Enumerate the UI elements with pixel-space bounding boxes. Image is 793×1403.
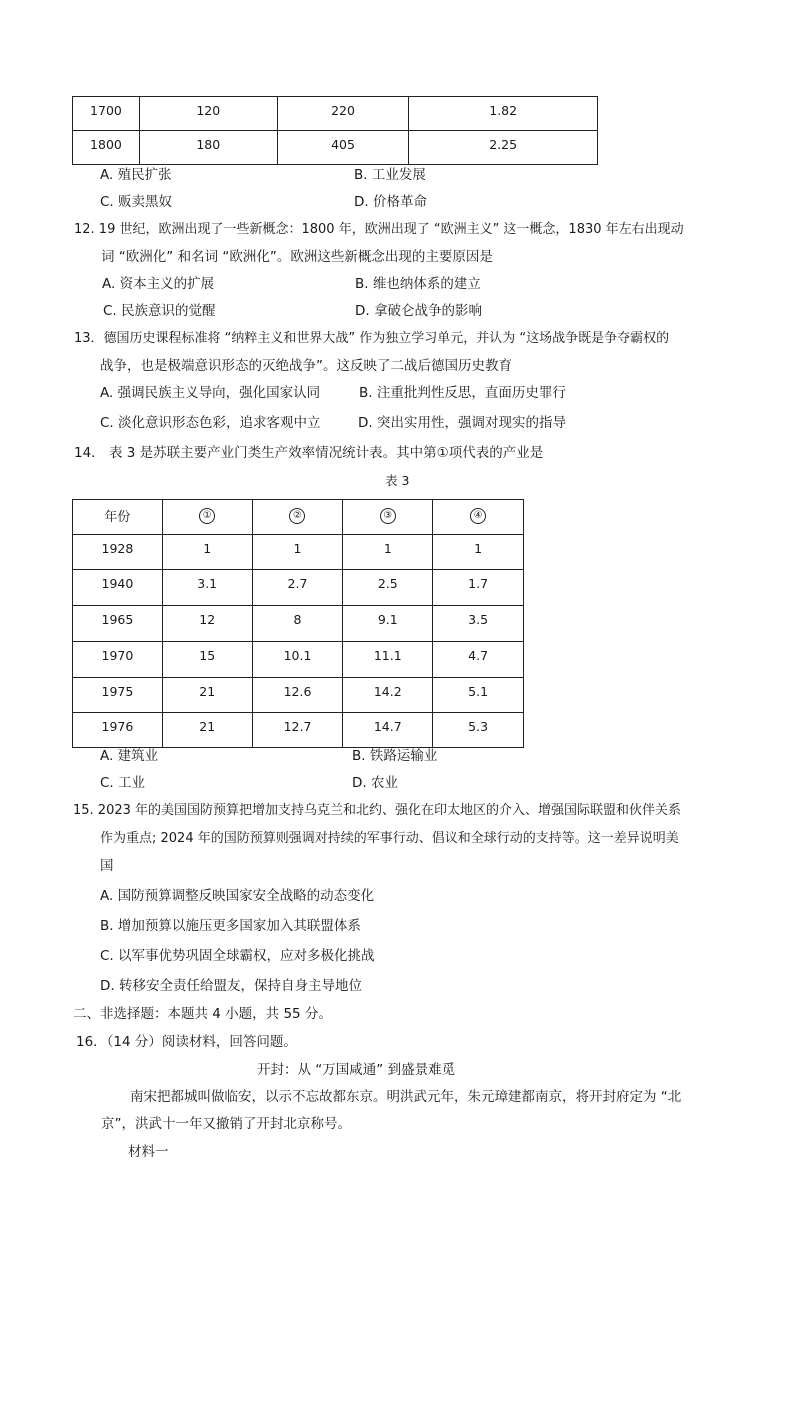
q16-material-title: 开封：从 “万国咸通” 到盛景难觅 (257, 1062, 456, 1078)
table-row (73, 97, 598, 131)
table-cell: 14.7 (343, 713, 433, 748)
table-header-1: ① (162, 500, 252, 535)
table-cell: 120 (139, 97, 277, 131)
table-cell: 1700 (73, 97, 140, 131)
table-cell: 3.5 (433, 606, 524, 642)
table-cell: 12.6 (252, 678, 343, 713)
table-cell: 11.1 (343, 642, 433, 678)
q12-option-a: A. 资本主义的扩展 (102, 276, 215, 292)
q15-stem-line2: 作为重点; 2024 年的国防预算则强调对持续的军事行动、倡议和全球行动的支持等。这一差异说明美 (100, 831, 679, 846)
table-cell: 1 (252, 535, 343, 570)
table-cell: 1 (162, 535, 252, 570)
table-cell: 1976 (73, 713, 163, 748)
table-cell: 4.7 (433, 642, 524, 678)
q14-option-d: D. 农业 (352, 775, 398, 791)
q11-option-a: A. 殖民扩张 (100, 167, 172, 183)
table-cell: 15 (162, 642, 252, 678)
q14-option-a: A. 建筑业 (100, 748, 159, 764)
table-row (73, 606, 524, 642)
table-cell: 12 (162, 606, 252, 642)
table-cell: 5.1 (433, 678, 524, 713)
table-cell: 1928 (73, 535, 163, 570)
q12-option-d: D. 拿破仑战争的影响 (355, 303, 482, 319)
table-cell: 1 (343, 535, 433, 570)
table-row (73, 570, 524, 606)
q12-stem-line1: 12. 19 世纪，欧洲出现了一些新概念：1800 年，欧洲出现了 “欧洲主义” 这一概念，1830 年左右出现动 (74, 222, 684, 237)
table-header-2: ② (252, 500, 343, 535)
q16-stem: 16．（14 分）阅读材料，回答问题。 (76, 1034, 297, 1050)
q12-option-b: B. 维也纳体系的建立 (355, 276, 481, 292)
table-header-4: ④ (433, 500, 524, 535)
q12-stem-line2: 词 “欧洲化” 和名词 “欧洲化”。欧洲这些新概念出现的主要原因是 (101, 249, 493, 265)
table-header-row (73, 500, 524, 535)
table-row (73, 535, 524, 570)
table-cell: 1975 (73, 678, 163, 713)
table-cell: 1965 (73, 606, 163, 642)
q15-option-a: A. 国防预算调整反映国家安全战略的动态变化 (100, 888, 375, 904)
section-heading: 二、非选择题：本题共 4 小题，共 55 分。 (73, 1006, 332, 1022)
q13-option-c: C. 淡化意识形态色彩，追求客观中立 (100, 415, 321, 431)
table-header-year: 年份 (73, 500, 163, 535)
table-cell: 180 (139, 131, 277, 165)
q11-option-b: B. 工业发展 (354, 167, 426, 183)
table-cell: 9.1 (343, 606, 433, 642)
table-row (73, 713, 524, 748)
table-cell: 405 (277, 131, 409, 165)
table-cell: 5.3 (433, 713, 524, 748)
q16-paragraph-line1: 南宋把都城叫做临安，以示不忘故都东京。明洪武元年，朱元璋建都南京，将开封府定为 “北 (130, 1089, 682, 1105)
table-cell: 21 (162, 678, 252, 713)
q13-stem-line1: 13．德国历史课程标准将 “纳粹主义和世界大战” 作为独立学习单元，并认为 “这场战争既是争夺霸权的 (74, 331, 670, 346)
q14-stem: 14． 表 3 是苏联主要产业门类生产效率情况统计表。其中第①项代表的产业是 (74, 445, 544, 461)
q15-option-d: D. 转移安全责任给盟友，保持自身主导地位 (100, 978, 362, 994)
q11-option-c: C. 贩卖黑奴 (100, 194, 173, 210)
q15-option-b: B. 增加预算以施压更多国家加入其联盟体系 (100, 918, 361, 934)
table-row (73, 131, 598, 165)
table-cell: 220 (277, 97, 409, 131)
table-cell: 14.2 (343, 678, 433, 713)
table-cell: 21 (162, 713, 252, 748)
table-cell: 1 (433, 535, 524, 570)
table-cell: 2.5 (343, 570, 433, 606)
q13-stem-line2: 战争，也是极端意识形态的灭绝战争”。这反映了二战后德国历史教育 (100, 358, 512, 374)
table-cell: 1970 (73, 642, 163, 678)
table-cell: 1800 (73, 131, 140, 165)
table-cell: 1.7 (433, 570, 524, 606)
q15-option-c: C. 以军事优势巩固全球霸权，应对多极化挑战 (100, 948, 375, 964)
q14-option-c: C. 工业 (100, 775, 146, 791)
q11-option-d: D. 价格革命 (354, 194, 427, 210)
q13-option-d: D. 突出实用性，强调对现实的指导 (358, 415, 566, 431)
table3 (72, 499, 524, 748)
table-cell: 1940 (73, 570, 163, 606)
q14-option-b: B. 铁路运输业 (352, 748, 438, 764)
table-row (73, 678, 524, 713)
q16-material-label: 材料一 (128, 1144, 169, 1160)
table-cell: 1.82 (409, 97, 598, 131)
q15-stem-line1: 15. 2023 年的美国国防预算把增加支持乌克兰和北约、强化在印太地区的介入、增强国际联盟和伙伴关系 (73, 803, 682, 818)
q12-option-c: C. 民族意识的觉醒 (103, 303, 216, 319)
table-cell: 10.1 (252, 642, 343, 678)
table-row (73, 642, 524, 678)
table-caption: 表 3 (385, 473, 410, 488)
table-cell: 3.1 (162, 570, 252, 606)
table-cell: 2.7 (252, 570, 343, 606)
q13-option-b: B. 注重批判性反思，直面历史罪行 (359, 385, 566, 401)
table-cell: 12.7 (252, 713, 343, 748)
table-cell: 2.25 (409, 131, 598, 165)
q15-stem-line3: 国 (100, 858, 114, 874)
table-header-3: ③ (343, 500, 433, 535)
table1 (72, 96, 598, 165)
table-cell: 8 (252, 606, 343, 642)
q13-option-a: A. 强调民族主义导向，强化国家认同 (100, 385, 321, 401)
q16-paragraph-line2: 京”，洪武十一年又撤销了开封北京称号。 (101, 1116, 351, 1132)
